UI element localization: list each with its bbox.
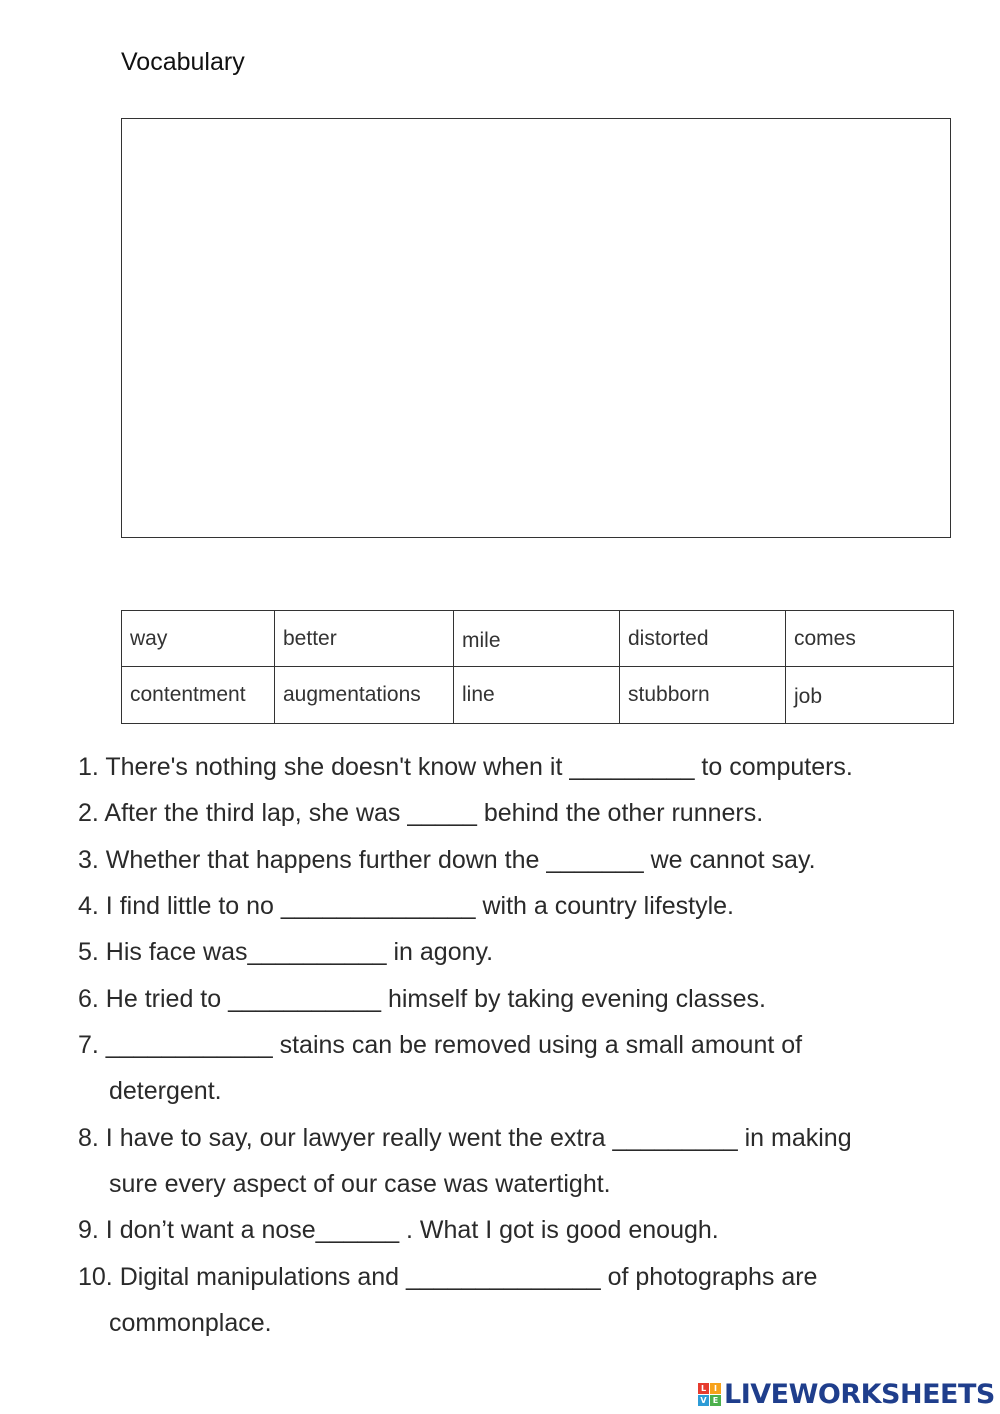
question-text-continued: detergent.: [109, 1077, 222, 1105]
question-text: He tried to ___________ himself by taking evening classes.: [98, 985, 766, 1013]
question-2: [78, 798, 958, 828]
question-number: 3.: [78, 846, 99, 874]
question-number: 6.: [78, 985, 99, 1013]
question-number: 9.: [78, 1216, 99, 1244]
question-7: [78, 1030, 958, 1106]
liveworksheets-logo: [698, 1378, 995, 1410]
word-bank-cell: way: [122, 611, 275, 667]
page-title: Vocabulary: [121, 48, 245, 76]
word-bank-table: [121, 610, 954, 724]
word-bank-cell: stubborn: [620, 667, 786, 724]
question-text: I don’t want a nose______ . What I got is good enough.: [98, 1216, 719, 1244]
word-bank-cell: comes: [786, 611, 954, 667]
question-text: ____________ stains can be removed using a small amount of: [98, 1031, 803, 1059]
word-bank-cell: job: [786, 667, 954, 724]
question-10: [78, 1262, 958, 1338]
question-text: I find little to no ______________ with a country lifestyle.: [98, 892, 734, 920]
question-text: I have to say, our lawyer really went the extra _________ in making: [98, 1124, 852, 1152]
question-number: 8.: [78, 1124, 99, 1152]
question-text-continued: commonplace.: [109, 1309, 272, 1337]
question-text: Whether that happens further down the _______ we cannot say.: [98, 846, 816, 874]
logo-mark-icon: L I V E: [698, 1383, 721, 1406]
word-bank-cell: mile: [454, 611, 620, 667]
question-number: 1.: [78, 753, 99, 781]
word-bank-row: [122, 667, 954, 724]
question-text: His face was__________ in agony.: [98, 938, 494, 966]
question-5: [78, 937, 958, 967]
question-4: [78, 891, 958, 921]
word-bank-cell: augmentations: [275, 667, 454, 724]
word-bank-cell: better: [275, 611, 454, 667]
question-9: [78, 1215, 958, 1245]
question-3: [78, 845, 958, 875]
question-text: Digital manipulations and ______________ of photographs are: [112, 1263, 818, 1291]
question-6: [78, 984, 958, 1014]
word-bank-cell: line: [454, 667, 620, 724]
question-1: [78, 752, 958, 782]
question-number: 10.: [78, 1263, 113, 1291]
question-number: 2.: [78, 799, 99, 827]
word-bank-cell: distorted: [620, 611, 786, 667]
question-number: 7.: [78, 1031, 99, 1059]
question-8: [78, 1123, 958, 1199]
question-text: There's nothing she doesn't know when it _________ to computers.: [98, 753, 853, 781]
question-number: 4.: [78, 892, 99, 920]
image-placeholder-box: [121, 118, 951, 538]
word-bank-row: [122, 611, 954, 667]
logo-text: LIVEWORKSHEETS: [724, 1378, 995, 1410]
question-number: 5.: [78, 938, 99, 966]
question-text: After the third lap, she was _____ behind the other runners.: [98, 799, 764, 827]
question-text-continued: sure every aspect of our case was watertight.: [109, 1170, 611, 1198]
word-bank-cell: contentment: [122, 667, 275, 724]
